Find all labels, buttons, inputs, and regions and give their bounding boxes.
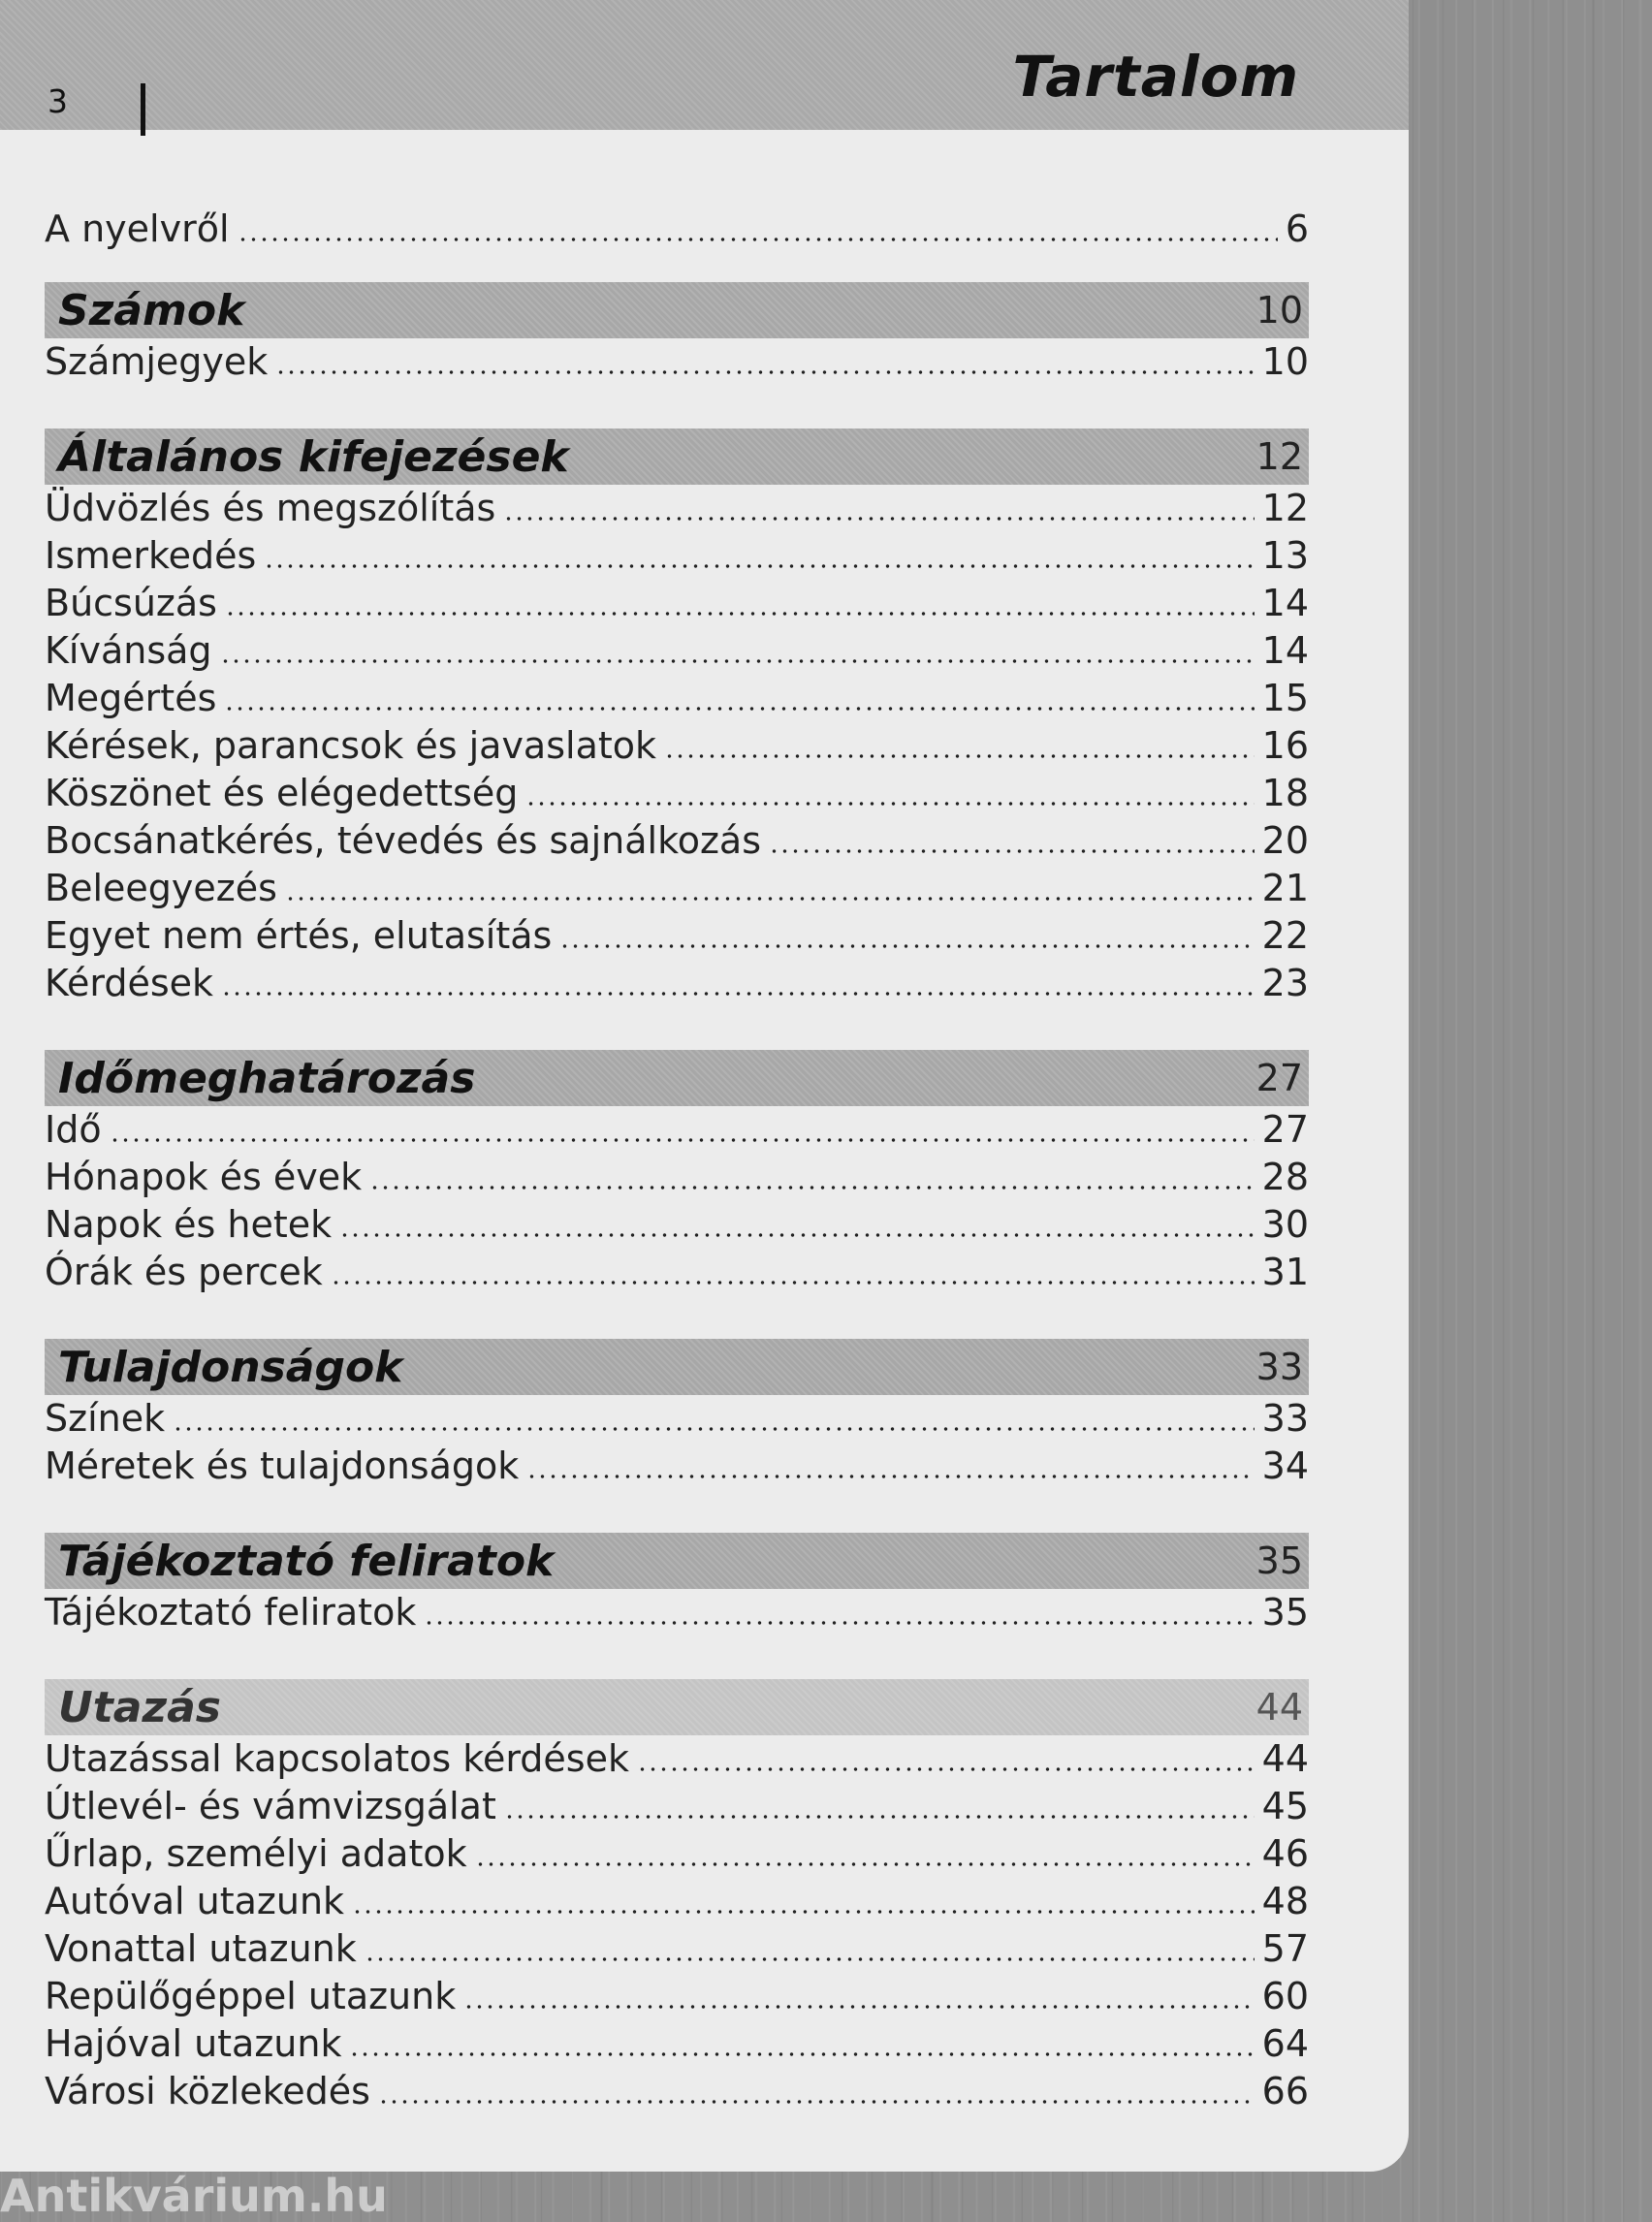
toc-entry-page: 14: [1261, 629, 1309, 672]
section-spacer: [45, 1007, 1309, 1050]
toc-entry: [45, 912, 1309, 960]
toc-entry-page: 66: [1261, 2070, 1309, 2112]
toc-entry-page: 35: [1261, 1591, 1309, 1634]
toc-entry-page: 16: [1261, 724, 1309, 767]
toc-entry-page: 6: [1285, 207, 1309, 250]
toc-entry: [45, 1830, 1309, 1878]
toc-entry: [45, 1925, 1309, 1973]
toc-entry-page: 28: [1261, 1156, 1309, 1198]
toc-entry: [45, 1878, 1309, 1925]
section-spacer: [45, 1490, 1309, 1533]
section-page: 27: [1255, 1057, 1303, 1099]
toc-entry: [45, 1106, 1309, 1154]
toc-entry: [45, 2068, 1309, 2115]
toc-entry-label: Vonattal utazunk: [45, 1927, 357, 1970]
toc-entry-page: 20: [1261, 819, 1309, 862]
toc-entry-label: Bocsánatkérés, tévedés és sajnálkozás: [45, 819, 761, 862]
watermark: Antikvárium.hu: [0, 2170, 388, 2222]
toc-entry-page: 45: [1261, 1785, 1309, 1827]
header-divider: [141, 83, 145, 136]
dot-leader: [221, 992, 1255, 996]
dot-leader: [275, 370, 1254, 374]
toc-entry: [45, 1783, 1309, 1830]
dot-leader: [238, 238, 1278, 241]
dot-leader: [365, 1957, 1255, 1961]
dot-leader: [504, 1815, 1255, 1819]
section-title: Számok: [58, 285, 245, 335]
section-page: 33: [1255, 1346, 1303, 1388]
dot-leader: [559, 944, 1254, 948]
dot-leader: [285, 897, 1255, 901]
toc-entry-label: Idő: [45, 1108, 102, 1151]
dot-leader: [264, 564, 1254, 568]
toc-entry-page: 22: [1261, 914, 1309, 957]
toc-entry-page: 15: [1261, 677, 1309, 719]
toc-entry-page: 64: [1261, 2022, 1309, 2065]
toc-entry-page: 23: [1261, 962, 1309, 1004]
toc-entry-label: Repülőgéppel utazunk: [45, 1975, 457, 2017]
dot-leader: [224, 707, 1254, 711]
toc-entry-page: 21: [1261, 867, 1309, 909]
dot-leader: [463, 2005, 1254, 2009]
toc-entry-label: Köszönet és elégedettség: [45, 772, 519, 814]
toc-entry-page: 30: [1261, 1203, 1309, 1246]
toc-entry: [45, 675, 1309, 722]
toc-entry-intro: [45, 206, 1309, 253]
toc-entry: [45, 1201, 1309, 1249]
section-page: 12: [1255, 435, 1303, 478]
toc-entry-label: Hónapok és évek: [45, 1156, 363, 1198]
dot-leader: [110, 1138, 1255, 1142]
toc-entry-page: 34: [1261, 1444, 1309, 1487]
toc-sections: [45, 253, 1309, 2115]
dot-leader: [339, 1233, 1254, 1237]
toc-entry-label: Méretek és tulajdonságok: [45, 1444, 520, 1487]
toc-entry-label: Útlevél- és vámvizsgálat: [45, 1785, 496, 1827]
toc-entry-label: Ismerkedés: [45, 534, 257, 577]
toc-entry-label: Egyet nem értés, elutasítás: [45, 914, 553, 957]
toc-entry-page: 44: [1261, 1737, 1309, 1780]
toc-entry-label: Napok és hetek: [45, 1203, 333, 1246]
toc-entry-page: 13: [1261, 534, 1309, 577]
dot-leader: [637, 1767, 1255, 1771]
toc-entry: [45, 1589, 1309, 1636]
table-of-contents: [45, 206, 1309, 2115]
section-heading: [45, 1679, 1309, 1735]
dot-leader: [349, 2052, 1254, 2056]
section-page: 35: [1255, 1540, 1303, 1582]
section-heading: [45, 429, 1309, 485]
toc-entry-page: 31: [1261, 1251, 1309, 1293]
section-title: Tájékoztató feliratok: [58, 1536, 555, 1586]
toc-entry-label: Számjegyek: [45, 340, 269, 383]
toc-entry-label: Kérések, parancsok és javaslatok: [45, 724, 657, 767]
section-title: Tulajdonságok: [58, 1342, 403, 1392]
section-heading: [45, 282, 1309, 338]
section-heading: [45, 1339, 1309, 1395]
toc-entry: [45, 627, 1309, 675]
dot-leader: [664, 754, 1255, 758]
dot-leader: [526, 1475, 1254, 1478]
dot-leader: [378, 2100, 1255, 2104]
toc-entry: [45, 338, 1309, 386]
toc-entry-label: Városi közlekedés: [45, 2070, 370, 2112]
section-title: Utazás: [58, 1682, 221, 1732]
toc-entry-label: Színek: [45, 1397, 166, 1440]
toc-entry: [45, 485, 1309, 532]
toc-entry-page: 48: [1261, 1880, 1309, 1922]
dot-leader: [369, 1186, 1254, 1190]
section-spacer: [45, 386, 1309, 429]
page-number: 3: [48, 82, 68, 120]
dot-leader: [331, 1281, 1255, 1285]
dot-leader: [769, 849, 1255, 853]
toc-entry-page: 60: [1261, 1975, 1309, 2017]
dot-leader: [475, 1862, 1255, 1866]
toc-entry: [45, 1395, 1309, 1443]
toc-entry-label: Tájékoztató feliratok: [45, 1591, 417, 1634]
toc-entry: [45, 817, 1309, 865]
toc-entry: [45, 722, 1309, 770]
toc-entry-page: 12: [1261, 487, 1309, 529]
dot-leader: [503, 517, 1254, 521]
toc-entry-label: Beleegyezés: [45, 867, 277, 909]
dot-leader: [225, 612, 1255, 616]
toc-entry-label: Utazással kapcsolatos kérdések: [45, 1737, 629, 1780]
section-page: 10: [1255, 289, 1303, 332]
dot-leader: [525, 802, 1254, 806]
dot-leader: [220, 659, 1255, 663]
toc-entry-label: Autóval utazunk: [45, 1880, 345, 1922]
toc-entry-page: 10: [1261, 340, 1309, 383]
toc-entry-label: Üdvözlés és megszólítás: [45, 487, 496, 529]
toc-entry: [45, 1154, 1309, 1201]
toc-entry-label: Megértés: [45, 677, 217, 719]
page-title: Tartalom: [1012, 44, 1299, 110]
section-page: 44: [1255, 1686, 1303, 1729]
toc-entry-label: Kívánság: [45, 629, 212, 672]
toc-entry-page: 18: [1261, 772, 1309, 814]
toc-entry-label: Hajóval utazunk: [45, 2022, 342, 2065]
toc-entry-page: 46: [1261, 1832, 1309, 1875]
toc-entry-label: Űrlap, személyi adatok: [45, 1832, 467, 1875]
section-spacer: [45, 1636, 1309, 1679]
toc-entry-label: Órák és percek: [45, 1251, 323, 1293]
toc-entry: [45, 865, 1309, 912]
section-spacer: [45, 253, 1309, 282]
toc-entry-page: 57: [1261, 1927, 1309, 1970]
toc-entry: [45, 770, 1309, 817]
toc-entry-label: Kérdések: [45, 962, 214, 1004]
dot-leader: [352, 1910, 1255, 1914]
section-heading: [45, 1050, 1309, 1106]
toc-entry: [45, 2020, 1309, 2068]
section-heading: [45, 1533, 1309, 1589]
toc-entry-page: 33: [1261, 1397, 1309, 1440]
toc-entry: [45, 1249, 1309, 1296]
toc-entry-label: Búcsúzás: [45, 582, 217, 624]
toc-entry-page: 14: [1261, 582, 1309, 624]
toc-entry: [45, 960, 1309, 1007]
toc-entry-label: A nyelvről: [45, 207, 230, 250]
section-title: Időmeghatározás: [58, 1053, 476, 1103]
toc-entry: [45, 580, 1309, 627]
dot-leader: [424, 1621, 1254, 1625]
dot-leader: [173, 1427, 1255, 1431]
toc-entry: [45, 1735, 1309, 1783]
toc-entry: [45, 532, 1309, 580]
toc-entry: [45, 1973, 1309, 2020]
toc-entry: [45, 1443, 1309, 1490]
toc-entry-page: 27: [1261, 1108, 1309, 1151]
section-title: Általános kifejezések: [58, 431, 569, 482]
page-header: [0, 0, 1409, 130]
section-spacer: [45, 1296, 1309, 1339]
